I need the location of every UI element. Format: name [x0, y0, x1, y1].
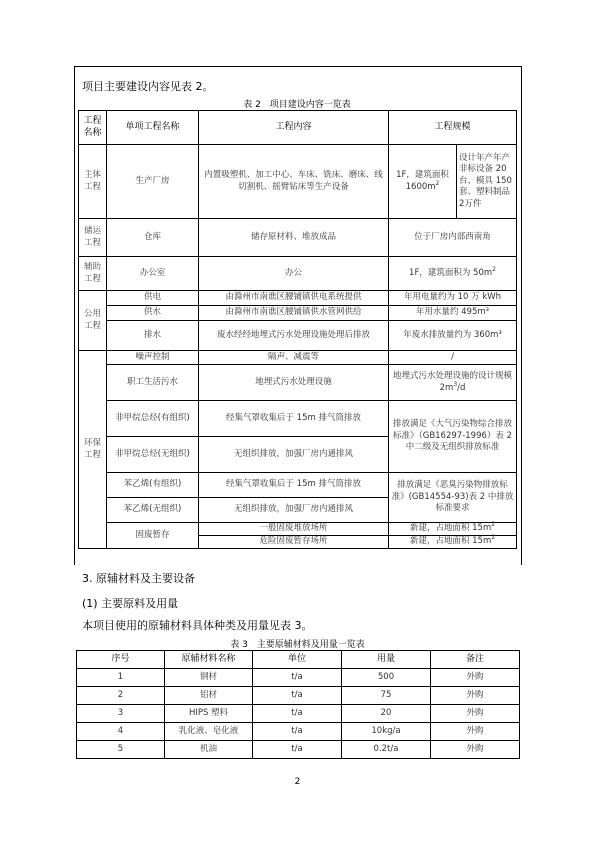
cell-material: 钢材 [165, 669, 253, 687]
header-unit: 单位 [253, 651, 342, 669]
intro-text: 项目主要建设内容见表 2。 [82, 80, 214, 93]
cell-remark: 外购 [431, 723, 520, 741]
table-row [79, 219, 517, 257]
cell-index: 3 [77, 705, 165, 723]
table-row [79, 473, 517, 498]
item-content: 内置吸塑机、加工中心、车床、铣床、磨床、线切割机、摇臂钻床等生产设备 [199, 145, 389, 219]
cell-index: 1 [77, 669, 165, 687]
cell-remark: 外购 [431, 705, 520, 723]
table-row [79, 321, 517, 351]
cell-amount: 500 [342, 669, 431, 687]
group-utility: 公用工程 [79, 291, 107, 351]
item-scale: 地埋式污水处理设施的设计规模 $2m^3/d$ [389, 365, 517, 401]
table3-caption: 表 3 主要原辅材料及用量一览表 [230, 640, 365, 650]
item-content: 经集气罩收集后于 15m 排气筒排放 [199, 473, 389, 498]
table-row [79, 365, 517, 401]
cell-amount: 0.2t/a [342, 741, 431, 759]
raw-materials-table [76, 650, 520, 759]
item-content: 由滁州市南谯区腰铺镇供水管网供给 [199, 306, 389, 321]
cell-material: HIPS 塑料 [165, 705, 253, 723]
table-row [79, 291, 517, 306]
cell-material: 乳化液、皂化液 [165, 723, 253, 741]
table-row [79, 523, 517, 536]
cell-remark: 外购 [431, 741, 520, 759]
item-content: 危险固废暂存场所 [199, 536, 389, 549]
item-scale: 年废水排放量约为 360m³ [389, 321, 517, 351]
item-name: 供水 [107, 306, 199, 321]
item-content: 经集气罩收集后于 15m 排气筒排放 [199, 401, 389, 437]
header-index: 序号 [77, 651, 165, 669]
item-capacity: 设计年产年产非标设备 20台、模具 150套、塑料制品 2万件 [457, 145, 517, 219]
project-construction-table [78, 110, 517, 549]
table-row [79, 257, 517, 291]
table-row [77, 723, 520, 741]
item-content: 隔声、减震等 [199, 351, 389, 365]
cell-unit: t/a [253, 669, 342, 687]
cell-remark: 外购 [431, 687, 520, 705]
item-name: 噪声控制 [107, 351, 199, 365]
item-name: 生产厂房 [107, 145, 199, 219]
item-name: 排水 [107, 321, 199, 351]
section3-title: 3. 原辅材料及主要设备 [82, 572, 195, 585]
group-main: 主体工程 [79, 145, 107, 219]
item-content: 一般固废堆放场所 [199, 523, 389, 536]
header-content: 工程内容 [199, 111, 389, 145]
item-scale: 新建，占地面积 $15m^2$ [389, 523, 517, 536]
item-scale: / [389, 351, 517, 365]
item-scale: 年用电量约为 10 万 kWh [389, 291, 517, 306]
item-name: 固废暂存 [107, 523, 199, 549]
table-row [79, 351, 517, 365]
item-scale: 1F，建筑面积 $1600m^2$ [389, 145, 457, 219]
cell-index: 5 [77, 741, 165, 759]
cell-unit: t/a [253, 705, 342, 723]
item-name: 非甲烷总烃(无组织) [107, 437, 199, 473]
item-content: 无组织排放，加强厂房内通排风 [199, 437, 389, 473]
item-scale: 年用水量约 495m³ [389, 306, 517, 321]
header-project: 工程名称 [79, 111, 107, 145]
item-name: 办公室 [107, 257, 199, 291]
item-scale: 位于厂房内部西南角 [389, 219, 517, 257]
cell-amount: 10kg/a [342, 723, 431, 741]
header-amount: 用量 [342, 651, 431, 669]
section3-subtitle: (1) 主要原料及用量 [82, 597, 179, 610]
item-scale: 排放满足《恶臭污染物排放标准》(GB14554-93)表 2 中排放标准要求 [389, 473, 517, 523]
table-row [77, 687, 520, 705]
group-aux: 辅助工程 [79, 257, 107, 291]
section3-text: 本项目使用的原辅材料具体种类及用量见表 3。 [82, 619, 313, 632]
table2-caption: 表 2 项目建设内容一览表 [243, 100, 351, 110]
cell-amount: 20 [342, 705, 431, 723]
table-header-row [77, 651, 520, 669]
header-scale: 工程规模 [389, 111, 517, 145]
item-content: 废水经经地埋式污水处理设施处理后排放 [199, 321, 389, 351]
item-content: 无组织排放，加强厂房内通排风 [199, 498, 389, 523]
cell-index: 2 [77, 687, 165, 705]
table-header-row [79, 111, 517, 145]
item-scale: 1F，建筑面积为 $50m^2$ [389, 257, 517, 291]
item-name: 非甲烷总烃(有组织) [107, 401, 199, 437]
cell-unit: t/a [253, 687, 342, 705]
cell-amount: 75 [342, 687, 431, 705]
group-storage: 储运工程 [79, 219, 107, 257]
item-name: 苯乙烯(有组织) [107, 473, 199, 498]
cell-remark: 外购 [431, 669, 520, 687]
header-material: 原辅材料名称 [165, 651, 253, 669]
header-remark: 备注 [431, 651, 520, 669]
table-row [79, 145, 517, 219]
header-item: 单项工程名称 [107, 111, 199, 145]
table-row [77, 669, 520, 687]
cell-index: 4 [77, 723, 165, 741]
item-content: 由滁州市南谯区腰铺镇供电系统提供 [199, 291, 389, 306]
item-name: 仓库 [107, 219, 199, 257]
item-scale: 排放满足《大气污染物综合排放标准》（GB16297-1996）表 2 中二级及无组织排放标准 [389, 401, 517, 473]
group-env: 环保工程 [79, 351, 107, 549]
item-content: 地埋式污水处理设施 [199, 365, 389, 401]
item-content: 储存原材料、堆放成品 [199, 219, 389, 257]
item-name: 供电 [107, 291, 199, 306]
item-name: 职工生活污水 [107, 365, 199, 401]
cell-material: 机油 [165, 741, 253, 759]
table-row [77, 741, 520, 759]
item-name: 苯乙烯(无组织) [107, 498, 199, 523]
item-content: 办公 [199, 257, 389, 291]
table-row [77, 705, 520, 723]
cell-material: 铝材 [165, 687, 253, 705]
item-scale: 新建，占地面积 $15m^2$ [389, 536, 517, 549]
cell-unit: t/a [253, 741, 342, 759]
page-number: 2 [294, 777, 301, 787]
table-row [79, 306, 517, 321]
cell-unit: t/a [253, 723, 342, 741]
table-row [79, 401, 517, 437]
